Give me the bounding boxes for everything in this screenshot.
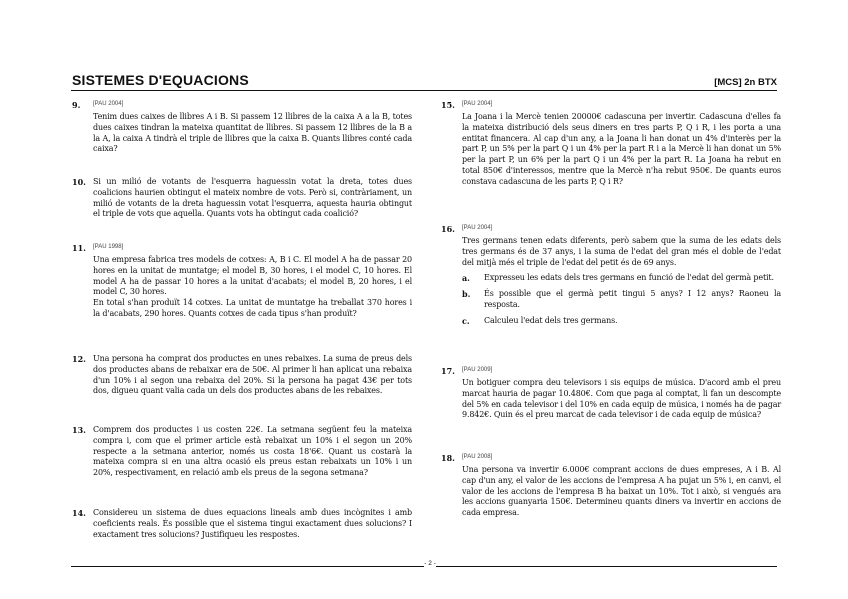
- exercise-number: 12.: [72, 354, 86, 364]
- exercise-paragraph: Una persona ha comprat dos productes en unes rebaixes. La suma de preus dels dos productes abans de rebaixar era de 50€. Al primer li han aplicat una rebaixa d'un 10% i al segon una rebaixa del 20%. Si la persona ha pagat 43€ per tots dos, digueu quant valia cada un dels dos productes abans de les rebaixes.: [93, 354, 412, 396]
- exercise: [441, 366, 781, 421]
- exercise: [72, 508, 412, 540]
- exercise-text: [93, 177, 412, 220]
- exercise-paragraph: Una persona va invertir 6.000€ comprant accions de dues empreses, A i B. Al cap d'un any, el valor de les accions de l'empresa A ha pujat un 5% i, en canvi, el valor de les accions de l'empresa B ha baixat un 10%. Tot i això, si vengués ara les accions guanyaria 150€. Determineu quants diners va invertir en accions de cada empresa.: [462, 465, 781, 518]
- exercise-paragraph: En total s'han produït 14 cotxes. La unitat de muntatge ha treballat 370 hores i la d'acabats, 290 hores. Quants cotxes de cada tipus s'han produït?: [93, 298, 412, 318]
- exercise: [72, 425, 412, 479]
- exercise-text: [462, 378, 781, 421]
- exercise-text: [93, 255, 412, 320]
- exercise-text: [93, 508, 412, 540]
- page-title: SISTEMES D'EQUACIONS: [72, 72, 249, 88]
- exercise-paragraph: Tres germans tenen edats diferents, però sabem que la suma de les edats dels tres germans és de 37 anys, i la suma de l'edat del gran més el doble de l'edat del mitjà més el triple de l'edat del petit és de 69 anys.: [462, 236, 781, 267]
- exercise-subitem: [462, 273, 781, 284]
- exercise-number: 17.: [441, 366, 455, 376]
- exercise: [441, 224, 781, 327]
- exercise-text: [93, 354, 412, 397]
- exercise-text: [462, 236, 781, 268]
- exercise-paragraph: Considereu un sistema de dues equacions lineals amb dues incògnites i amb coeficients reals. És possible que el sistema tingui exactament dues solucions? I exactament tres solucions? Justifiqueu les respostes.: [93, 508, 412, 539]
- exercise-source: [PAU 2004]: [462, 225, 493, 231]
- exercise: [72, 243, 412, 320]
- footer-divider-right: [436, 566, 777, 567]
- exercise-paragraph: Si un milió de votants de l'esquerra haguessin votat la dreta, totes dues coalicions haurien obtingut el mateix nombre de vots. Però si, contràriament, un milió de votants de la dreta haguessin votat l'esquerra, aquesta hauria obtingut el triple de vots que aquella. Quants vots ha obtingut cada coalició?: [93, 177, 412, 219]
- course-label: [MCS] 2n BTX: [714, 77, 777, 88]
- exercise-text: [462, 112, 781, 188]
- exercise-number: 15.: [441, 100, 455, 110]
- exercise-number: 16.: [441, 224, 455, 234]
- subitem-letter: a.: [462, 273, 470, 284]
- exercise-subitem: [462, 289, 781, 311]
- footer-divider-left: [71, 566, 424, 567]
- exercise-source: [PAU 2008]: [462, 454, 493, 460]
- exercise-number: 11.: [72, 243, 86, 253]
- exercise-paragraph: Tenim dues caixes de llibres A i B. Si passem 12 llibres de la caixa A a la B, totes dues caixes tindran la mateixa quantitat de llibres. Si passem 12 llibres de la B a la A, la caixa A tindrà el triple de llibres que la caixa B. Quants llibres conté cada caixa?: [93, 112, 412, 154]
- exercise: [441, 100, 781, 188]
- header-divider: [71, 90, 777, 91]
- subitem-letter: b.: [462, 289, 471, 300]
- exercise-number: 14.: [72, 508, 86, 518]
- exercise-number: 10.: [72, 177, 86, 187]
- subitem-text: Calculeu l'edat dels tres germans.: [484, 315, 618, 325]
- subitem-text: És possible que el germà petit tingui 5 anys? I 12 anys? Raoneu la resposta.: [484, 289, 781, 309]
- exercise-paragraph: Comprem dos productes i us costen 22€. La setmana següent feu la mateixa compra i, com que el primer article està rebaixat un 10% i el segon un 20% respecte a la setmana anterior, només us costa 18'6€. Quant us costarà la mateixa compra si en una altra ocasió els preus estan rebaixats un 10% i un 20%, respectivament, en relació amb els preus de la segona setmana?: [93, 425, 412, 478]
- exercise: [72, 354, 412, 397]
- exercise-paragraph: Un botiguer compra deu televisors i sis equips de música. D'acord amb el preu marcat hauria de pagar 10.480€. Com que paga al comptat, li fan un descompte del 5% en cada televisor i del 10% en cada equip de música, i només ha de pagar 9.842€. Quin és el preu marcat de cada televisor i de cada equip de música?: [462, 378, 781, 420]
- exercise: [441, 453, 781, 519]
- exercise-paragraph: La Joana i la Mercè tenien 20000€ cadascuna per invertir. Cadascuna d'elles fa la mateixa distribució dels seus diners en tres parts P, Q i R, i les porta a una entitat financera. Al cap d'un any, a la Joana li han donat un 4% d'interès per la part P, un 5% per la part Q i un 4% per la part R i a la Mercè li han donat un 5% per la part P, un 6% per la part Q i un 4% per la part R. La Joana ha rebut en total 850€ d'interessos, mentre que la Mercè n'ha rebut 950€. De quants euros constava cadascuna de les parts P, Q i R?: [462, 112, 781, 186]
- exercise-number: 18.: [441, 453, 455, 463]
- exercise-source: [PAU 1998]: [93, 244, 124, 250]
- page-number: - 2 -: [424, 560, 436, 567]
- exercise: [72, 100, 412, 155]
- exercise-number: 9.: [72, 100, 81, 110]
- exercise-source: [PAU 2004]: [93, 101, 124, 107]
- subitem-text: Expresseu les edats dels tres germans en funció de l'edat del germà petit.: [484, 273, 774, 283]
- exercise-text: [462, 465, 781, 519]
- exercise-text: [93, 112, 412, 155]
- exercise-source: [PAU 2004]: [462, 101, 493, 107]
- exercise-subitem: [462, 316, 781, 327]
- subitem-letter: c.: [462, 315, 470, 326]
- exercise-number: 13.: [72, 425, 86, 435]
- exercise: [72, 177, 412, 220]
- exercise-text: [93, 425, 412, 479]
- exercise-paragraph: Una empresa fabrica tres models de cotxes: A, B i C. El model A ha de passar 20 hores en la unitat de muntatge; el model B, 30 hores, i el model C, 10 hores. El model A ha de passar 10 hores a la unitat d'acabats; el model B, 20 hores, i el model C, 30 hores.: [93, 255, 412, 297]
- exercise-source: [PAU 2009]: [462, 367, 493, 373]
